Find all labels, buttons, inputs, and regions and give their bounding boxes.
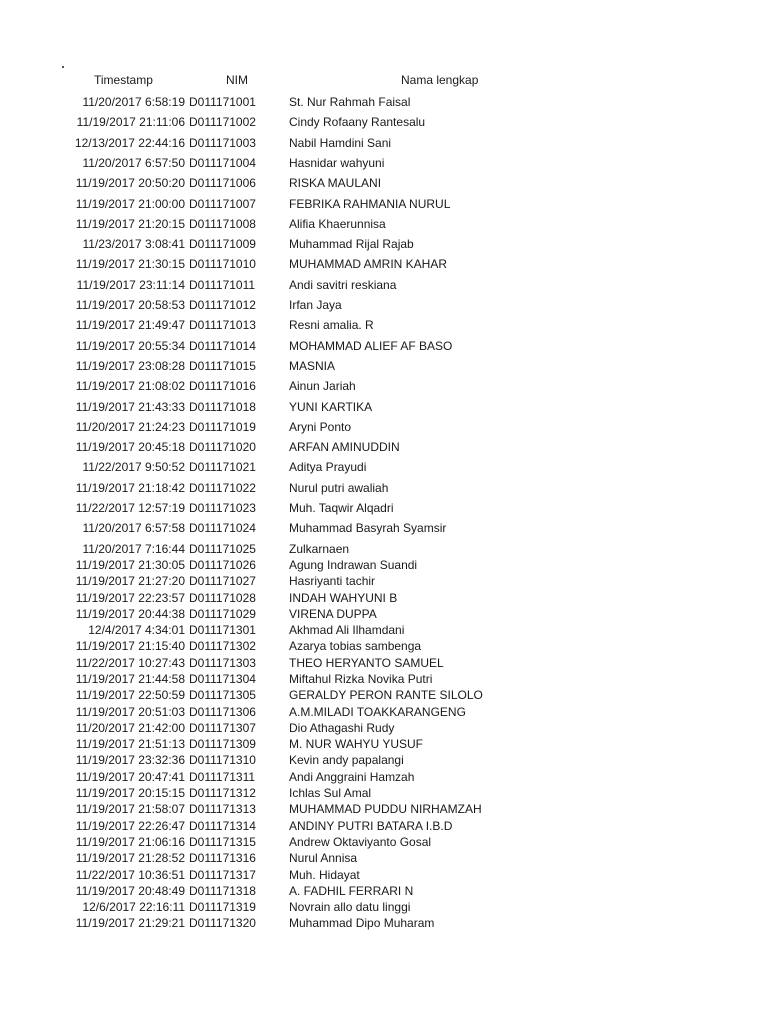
cell-nama-lengkap: Alifia Khaerunnisa bbox=[289, 217, 386, 231]
header-nama-lengkap: Nama lengkap bbox=[401, 73, 479, 87]
cell-nama-lengkap: ARFAN AMINUDDIN bbox=[289, 440, 400, 454]
cell-nim: D011171313 bbox=[189, 802, 256, 816]
cell-nama-lengkap: MOHAMMAD ALIEF AF BASO bbox=[289, 339, 453, 353]
cell-nim: D011171301 bbox=[189, 623, 256, 637]
cell-nim: D011171307 bbox=[189, 721, 256, 735]
cell-nim: D011171315 bbox=[189, 835, 256, 849]
cell-nama-lengkap: Cindy Rofaany Rantesalu bbox=[289, 115, 426, 129]
cell-timestamp: 11/19/2017 21:58:07 bbox=[75, 802, 185, 816]
column-header-row bbox=[0, 73, 768, 91]
cell-nim: D011171006 bbox=[189, 176, 256, 190]
cell-nama-lengkap: Nabil Hamdini Sani bbox=[289, 136, 392, 150]
cell-nama-lengkap: Irfan Jaya bbox=[289, 298, 342, 312]
cell-nim: D011171316 bbox=[189, 851, 256, 865]
cell-nama-lengkap: Muhammad Rijal Rajab bbox=[289, 237, 414, 251]
cell-nama-lengkap: Muhammad Dipo Muharam bbox=[289, 916, 435, 930]
cell-timestamp: 12/6/2017 22:16:11 bbox=[82, 900, 185, 914]
cell-nim: D011171004 bbox=[189, 156, 256, 170]
cell-nim: D011171019 bbox=[189, 420, 256, 434]
cell-timestamp: 11/19/2017 22:26:47 bbox=[75, 819, 185, 833]
cell-nama-lengkap: RISKA MAULANI bbox=[289, 176, 382, 190]
cell-timestamp: 11/22/2017 10:27:43 bbox=[75, 656, 185, 670]
cell-nama-lengkap: Muhammad Basyrah Syamsir bbox=[289, 521, 447, 535]
cell-nama-lengkap: Andrew Oktaviyanto Gosal bbox=[289, 835, 432, 849]
cell-nim: D011171309 bbox=[189, 737, 256, 751]
cell-timestamp: 11/22/2017 10:36:51 bbox=[75, 868, 185, 882]
cell-timestamp: 11/19/2017 21:28:52 bbox=[75, 851, 185, 865]
cell-nim: D011171306 bbox=[189, 705, 256, 719]
cell-nama-lengkap: MUHAMMAD PUDDU NIRHAMZAH bbox=[289, 802, 482, 816]
cell-nim: D011171314 bbox=[189, 819, 256, 833]
cell-nama-lengkap: Ainun Jariah bbox=[289, 379, 356, 393]
cell-timestamp: 11/19/2017 21:43:33 bbox=[75, 400, 185, 414]
cell-nama-lengkap: Aryni Ponto bbox=[289, 420, 352, 434]
cell-timestamp: 11/23/2017 3:08:41 bbox=[82, 237, 185, 251]
cell-timestamp: 11/19/2017 23:08:28 bbox=[75, 359, 185, 373]
cell-timestamp: 11/19/2017 20:44:38 bbox=[75, 607, 185, 621]
cell-nama-lengkap: MUHAMMAD AMRIN KAHAR bbox=[289, 257, 448, 271]
cell-nim: D011171014 bbox=[189, 339, 256, 353]
cell-timestamp: 11/19/2017 22:23:57 bbox=[75, 591, 185, 605]
cell-timestamp: 11/22/2017 12:57:19 bbox=[75, 501, 185, 515]
cell-nama-lengkap: Muh. Hidayat bbox=[289, 868, 360, 882]
cell-nim: D011171003 bbox=[189, 136, 256, 150]
cell-timestamp: 11/22/2017 9:50:52 bbox=[82, 460, 185, 474]
cell-nim: D011171318 bbox=[189, 884, 256, 898]
cell-timestamp: 11/20/2017 21:24:23 bbox=[75, 420, 185, 434]
cell-timestamp: 11/19/2017 20:58:53 bbox=[75, 298, 185, 312]
cell-timestamp: 11/20/2017 21:42:00 bbox=[75, 721, 185, 735]
cell-nama-lengkap: Zulkarnaen bbox=[289, 542, 350, 556]
cell-nim: D011171001 bbox=[189, 95, 256, 109]
cell-timestamp: 11/19/2017 20:55:34 bbox=[75, 339, 185, 353]
stray-dot-mark bbox=[62, 66, 64, 68]
cell-nim: D011171018 bbox=[189, 400, 256, 414]
cell-nama-lengkap: Muh. Taqwir Alqadri bbox=[289, 501, 394, 515]
cell-nama-lengkap: Hasriyanti tachir bbox=[289, 574, 376, 588]
cell-nim: D011171311 bbox=[189, 770, 256, 784]
cell-nama-lengkap: Nurul putri awaliah bbox=[289, 481, 389, 495]
cell-nama-lengkap: A.M.MILADI TOAKKARANGENG bbox=[289, 705, 466, 719]
cell-nim: D011171027 bbox=[189, 574, 256, 588]
cell-timestamp: 11/19/2017 20:50:20 bbox=[75, 176, 185, 190]
cell-nama-lengkap: St. Nur Rahmah Faisal bbox=[289, 95, 411, 109]
cell-nim: D011171310 bbox=[189, 753, 256, 767]
cell-timestamp: 11/19/2017 21:15:40 bbox=[75, 639, 185, 653]
cell-timestamp: 11/19/2017 20:48:49 bbox=[75, 884, 185, 898]
cell-timestamp: 11/19/2017 23:11:14 bbox=[76, 278, 185, 292]
cell-timestamp: 11/19/2017 21:44:58 bbox=[75, 672, 185, 686]
cell-timestamp: 11/19/2017 21:20:15 bbox=[75, 217, 185, 231]
cell-timestamp: 12/4/2017 4:34:01 bbox=[88, 623, 185, 637]
cell-timestamp: 12/13/2017 22:44:16 bbox=[74, 136, 185, 150]
cell-nim: D011171304 bbox=[189, 672, 256, 686]
cell-timestamp: 11/19/2017 21:51:13 bbox=[75, 737, 185, 751]
cell-nim: D011171012 bbox=[189, 298, 256, 312]
cell-nama-lengkap: Agung Indrawan Suandi bbox=[289, 558, 418, 572]
cell-nama-lengkap: ANDINY PUTRI BATARA I.B.D bbox=[289, 819, 453, 833]
cell-timestamp: 11/19/2017 21:08:02 bbox=[75, 379, 185, 393]
cell-timestamp: 11/19/2017 20:47:41 bbox=[75, 770, 185, 784]
cell-nim: D011171023 bbox=[189, 501, 256, 515]
cell-nama-lengkap: FEBRIKA RAHMANIA NURUL bbox=[289, 197, 451, 211]
cell-timestamp: 11/19/2017 21:00:00 bbox=[75, 197, 185, 211]
cell-nim: D011171026 bbox=[189, 558, 256, 572]
cell-nim: D011171020 bbox=[189, 440, 256, 454]
cell-nim: D011171008 bbox=[189, 217, 256, 231]
cell-nama-lengkap: Akhmad Ali Ilhamdani bbox=[289, 623, 405, 637]
cell-timestamp: 11/19/2017 20:45:18 bbox=[75, 440, 185, 454]
cell-nim: D011171016 bbox=[189, 379, 256, 393]
cell-nim: D011171305 bbox=[189, 688, 256, 702]
cell-nim: D011171010 bbox=[189, 257, 256, 271]
cell-nama-lengkap: Andi Anggraini Hamzah bbox=[289, 770, 415, 784]
cell-timestamp: 11/20/2017 6:58:19 bbox=[82, 95, 185, 109]
cell-timestamp: 11/19/2017 21:27:20 bbox=[75, 574, 185, 588]
cell-nama-lengkap: Resni amalia. R bbox=[289, 318, 374, 332]
cell-nama-lengkap: Azarya tobias sambenga bbox=[289, 639, 422, 653]
cell-timestamp: 11/19/2017 21:30:15 bbox=[75, 257, 185, 271]
cell-nim: D011171013 bbox=[189, 318, 256, 332]
cell-nama-lengkap: Novrain allo datu linggi bbox=[289, 900, 411, 914]
cell-timestamp: 11/19/2017 21:49:47 bbox=[75, 318, 185, 332]
cell-timestamp: 11/19/2017 21:30:05 bbox=[75, 558, 185, 572]
cell-nim: D011171011 bbox=[189, 278, 256, 292]
cell-nim: D011171024 bbox=[189, 521, 256, 535]
cell-nim: D011171303 bbox=[189, 656, 256, 670]
cell-nim: D011171021 bbox=[189, 460, 256, 474]
cell-timestamp: 11/20/2017 6:57:58 bbox=[82, 521, 185, 535]
cell-nama-lengkap: Miftahul Rizka Novika Putri bbox=[289, 672, 433, 686]
cell-nama-lengkap: Aditya Prayudi bbox=[289, 460, 367, 474]
cell-nama-lengkap: Andi savitri reskiana bbox=[289, 278, 397, 292]
cell-nim: D011171007 bbox=[189, 197, 256, 211]
cell-nama-lengkap: Kevin andy papalangi bbox=[289, 753, 404, 767]
cell-nim: D011171317 bbox=[189, 868, 256, 882]
cell-nim: D011171312 bbox=[189, 786, 256, 800]
cell-nama-lengkap: Hasnidar wahyuni bbox=[289, 156, 385, 170]
cell-nama-lengkap: Ichlas Sul Amal bbox=[289, 786, 372, 800]
cell-timestamp: 11/19/2017 21:11:06 bbox=[76, 115, 185, 129]
cell-nim: D011171025 bbox=[189, 542, 256, 556]
cell-nama-lengkap: Nurul Annisa bbox=[289, 851, 358, 865]
cell-timestamp: 11/19/2017 21:29:21 bbox=[75, 916, 185, 930]
cell-nama-lengkap: VIRENA DUPPA bbox=[289, 607, 377, 621]
cell-timestamp: 11/19/2017 21:18:42 bbox=[75, 481, 185, 495]
cell-nama-lengkap: MASNIA bbox=[289, 359, 336, 373]
cell-nim: D011171320 bbox=[189, 916, 256, 930]
cell-nim: D011171029 bbox=[189, 607, 256, 621]
cell-nim: D011171009 bbox=[189, 237, 256, 251]
header-nim: NIM bbox=[226, 73, 248, 87]
cell-timestamp: 11/20/2017 7:16:44 bbox=[82, 542, 185, 556]
cell-nim: D011171002 bbox=[189, 115, 256, 129]
cell-nama-lengkap: M. NUR WAHYU YUSUF bbox=[289, 737, 424, 751]
cell-nim: D011171319 bbox=[189, 900, 256, 914]
header-timestamp: Timestamp bbox=[94, 73, 153, 87]
cell-nama-lengkap: INDAH WAHYUNI B bbox=[289, 591, 398, 605]
cell-timestamp: 11/19/2017 20:51:03 bbox=[75, 705, 185, 719]
cell-nama-lengkap: GERALDY PERON RANTE SILOLO bbox=[289, 688, 483, 702]
cell-nama-lengkap: Dio Athagashi Rudy bbox=[289, 721, 395, 735]
cell-nama-lengkap: YUNI KARTIKA bbox=[289, 400, 373, 414]
cell-timestamp: 11/19/2017 21:06:16 bbox=[75, 835, 185, 849]
cell-nim: D011171015 bbox=[189, 359, 256, 373]
cell-timestamp: 11/19/2017 23:32:36 bbox=[75, 753, 185, 767]
cell-nama-lengkap: THEO HERYANTO SAMUEL bbox=[289, 656, 444, 670]
cell-nim: D011171028 bbox=[189, 591, 256, 605]
cell-timestamp: 11/19/2017 20:15:15 bbox=[75, 786, 185, 800]
cell-timestamp: 11/20/2017 6:57:50 bbox=[82, 156, 185, 170]
cell-nim: D011171302 bbox=[189, 639, 256, 653]
cell-timestamp: 11/19/2017 22:50:59 bbox=[75, 688, 185, 702]
cell-nama-lengkap: A. FADHIL FERRARI N bbox=[289, 884, 414, 898]
cell-nim: D011171022 bbox=[189, 481, 256, 495]
